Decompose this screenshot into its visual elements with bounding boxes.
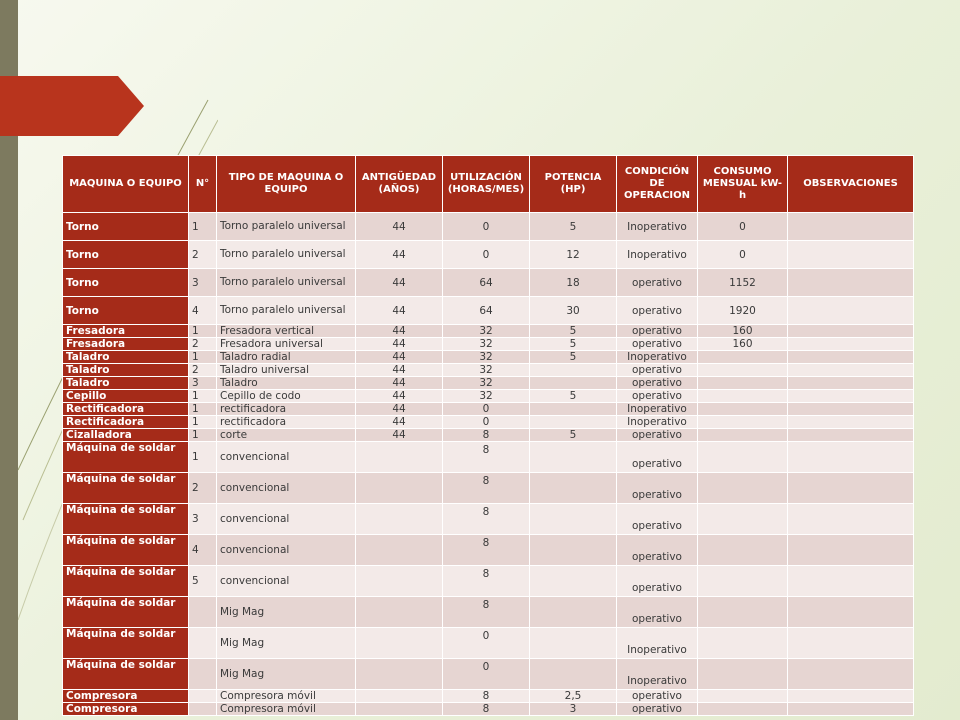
cell-age: 44	[356, 390, 443, 403]
cell-power	[530, 473, 617, 504]
cell-consumption	[698, 403, 788, 416]
cell-power	[530, 403, 617, 416]
cell-condition: operativo	[617, 325, 698, 338]
cell-type: Torno paralelo universal	[217, 297, 356, 325]
cell-condition: operativo	[617, 597, 698, 628]
cell-power: 5	[530, 213, 617, 241]
cell-condition: Inoperativo	[617, 659, 698, 690]
cell-observations	[788, 213, 914, 241]
cell-type: Torno paralelo universal	[217, 269, 356, 297]
cell-condition: operativo	[617, 269, 698, 297]
cell-type: Cepillo de codo	[217, 390, 356, 403]
cell-number: 2	[189, 364, 217, 377]
cell-machine: Torno	[63, 241, 189, 269]
cell-machine: Máquina de soldar	[63, 442, 189, 473]
cell-number	[189, 659, 217, 690]
cell-type: Compresora móvil	[217, 690, 356, 703]
equipment-table	[62, 155, 914, 716]
table-row	[63, 429, 914, 442]
cell-usage: 8	[443, 504, 530, 535]
cell-power	[530, 377, 617, 390]
cell-condition: Inoperativo	[617, 403, 698, 416]
cell-observations	[788, 377, 914, 390]
cell-type: convencional	[217, 504, 356, 535]
cell-observations	[788, 659, 914, 690]
cell-age: 44	[356, 297, 443, 325]
cell-type: convencional	[217, 566, 356, 597]
cell-observations	[788, 597, 914, 628]
cell-usage: 32	[443, 325, 530, 338]
cell-machine: Máquina de soldar	[63, 628, 189, 659]
cell-type: Torno paralelo universal	[217, 213, 356, 241]
cell-age: 44	[356, 213, 443, 241]
cell-machine: Compresora	[63, 690, 189, 703]
cell-consumption	[698, 659, 788, 690]
cell-observations	[788, 442, 914, 473]
column-header: ANTIGÜEDAD (AÑOS)	[356, 156, 443, 213]
cell-age: 44	[356, 338, 443, 351]
table-row	[63, 213, 914, 241]
table-row	[63, 535, 914, 566]
cell-age	[356, 597, 443, 628]
cell-condition: operativo	[617, 442, 698, 473]
table-row	[63, 297, 914, 325]
cell-machine: Máquina de soldar	[63, 597, 189, 628]
cell-number: 1	[189, 403, 217, 416]
cell-usage: 64	[443, 297, 530, 325]
cell-condition: operativo	[617, 364, 698, 377]
cell-power: 18	[530, 269, 617, 297]
cell-observations	[788, 429, 914, 442]
cell-condition: operativo	[617, 566, 698, 597]
column-header: N°	[189, 156, 217, 213]
cell-usage: 32	[443, 377, 530, 390]
cell-condition: operativo	[617, 535, 698, 566]
table-row	[63, 416, 914, 429]
cell-age	[356, 442, 443, 473]
cell-observations	[788, 325, 914, 338]
cell-power: 30	[530, 297, 617, 325]
cell-usage: 8	[443, 473, 530, 504]
cell-type: Compresora móvil	[217, 703, 356, 716]
cell-condition: operativo	[617, 690, 698, 703]
table-body	[63, 213, 914, 716]
cell-number: 1	[189, 325, 217, 338]
table-row	[63, 241, 914, 269]
cell-condition: Inoperativo	[617, 628, 698, 659]
cell-machine: Rectificadora	[63, 416, 189, 429]
cell-power	[530, 535, 617, 566]
cell-observations	[788, 690, 914, 703]
table-row	[63, 351, 914, 364]
cell-number: 2	[189, 241, 217, 269]
cell-machine: Máquina de soldar	[63, 566, 189, 597]
cell-machine: Máquina de soldar	[63, 504, 189, 535]
cell-age: 44	[356, 351, 443, 364]
column-header: POTENCIA (HP)	[530, 156, 617, 213]
table-row	[63, 566, 914, 597]
cell-number: 2	[189, 338, 217, 351]
cell-consumption: 1920	[698, 297, 788, 325]
cell-number: 4	[189, 297, 217, 325]
cell-type: convencional	[217, 473, 356, 504]
column-header: OBSERVACIONES	[788, 156, 914, 213]
cell-power: 12	[530, 241, 617, 269]
cell-usage: 32	[443, 364, 530, 377]
cell-consumption: 1152	[698, 269, 788, 297]
cell-power	[530, 416, 617, 429]
cell-usage: 8	[443, 535, 530, 566]
cell-machine: Taladro	[63, 364, 189, 377]
cell-consumption	[698, 390, 788, 403]
cell-machine: Fresadora	[63, 325, 189, 338]
table-row	[63, 403, 914, 416]
cell-power: 5	[530, 338, 617, 351]
table-row	[63, 504, 914, 535]
cell-observations	[788, 338, 914, 351]
cell-machine: Taladro	[63, 351, 189, 364]
cell-consumption	[698, 364, 788, 377]
cell-consumption: 0	[698, 241, 788, 269]
cell-power	[530, 364, 617, 377]
cell-number	[189, 690, 217, 703]
cell-power: 2,5	[530, 690, 617, 703]
cell-power: 5	[530, 390, 617, 403]
table-row	[63, 628, 914, 659]
cell-consumption	[698, 442, 788, 473]
cell-condition: operativo	[617, 338, 698, 351]
column-header: MAQUINA O EQUIPO	[63, 156, 189, 213]
cell-age	[356, 566, 443, 597]
cell-condition: operativo	[617, 390, 698, 403]
cell-consumption	[698, 535, 788, 566]
cell-usage: 0	[443, 213, 530, 241]
cell-number: 1	[189, 351, 217, 364]
cell-machine: Máquina de soldar	[63, 659, 189, 690]
cell-observations	[788, 364, 914, 377]
column-header: CONDICIÓN DE OPERACION	[617, 156, 698, 213]
cell-condition: Inoperativo	[617, 213, 698, 241]
table-row	[63, 473, 914, 504]
cell-machine: Cizalladora	[63, 429, 189, 442]
cell-power: 5	[530, 351, 617, 364]
cell-number: 3	[189, 377, 217, 390]
cell-usage: 0	[443, 659, 530, 690]
column-header: CONSUMO MENSUAL kW-h	[698, 156, 788, 213]
cell-number: 1	[189, 416, 217, 429]
cell-age	[356, 628, 443, 659]
table-row	[63, 442, 914, 473]
cell-age: 44	[356, 429, 443, 442]
cell-machine: Taladro	[63, 377, 189, 390]
cell-usage: 32	[443, 390, 530, 403]
cell-number: 1	[189, 429, 217, 442]
cell-power	[530, 566, 617, 597]
cell-observations	[788, 416, 914, 429]
table-row	[63, 659, 914, 690]
cell-usage: 8	[443, 597, 530, 628]
cell-type: Taladro radial	[217, 351, 356, 364]
table-row	[63, 390, 914, 403]
cell-power	[530, 504, 617, 535]
cell-power	[530, 628, 617, 659]
cell-observations	[788, 566, 914, 597]
cell-consumption	[698, 566, 788, 597]
cell-power: 5	[530, 429, 617, 442]
cell-condition: Inoperativo	[617, 351, 698, 364]
cell-age	[356, 659, 443, 690]
cell-power: 5	[530, 325, 617, 338]
cell-machine: Máquina de soldar	[63, 535, 189, 566]
cell-consumption	[698, 628, 788, 659]
cell-condition: Inoperativo	[617, 241, 698, 269]
cell-number: 3	[189, 269, 217, 297]
table-row	[63, 364, 914, 377]
red-arrow-banner-icon	[0, 76, 144, 136]
cell-machine: Torno	[63, 269, 189, 297]
cell-observations	[788, 241, 914, 269]
cell-number: 1	[189, 213, 217, 241]
column-header: UTILIZACIÓN (HORAS/MES)	[443, 156, 530, 213]
cell-type: Fresadora universal	[217, 338, 356, 351]
cell-consumption	[698, 703, 788, 716]
cell-observations	[788, 504, 914, 535]
cell-usage: 0	[443, 416, 530, 429]
cell-condition: operativo	[617, 473, 698, 504]
cell-observations	[788, 628, 914, 659]
cell-machine: Fresadora	[63, 338, 189, 351]
cell-number: 2	[189, 473, 217, 504]
cell-age: 44	[356, 377, 443, 390]
cell-number: 1	[189, 442, 217, 473]
cell-age: 44	[356, 325, 443, 338]
cell-machine: Máquina de soldar	[63, 473, 189, 504]
cell-type: rectificadora	[217, 416, 356, 429]
cell-type: convencional	[217, 535, 356, 566]
cell-observations	[788, 703, 914, 716]
cell-usage: 8	[443, 690, 530, 703]
cell-machine: Rectificadora	[63, 403, 189, 416]
cell-type: Fresadora vertical	[217, 325, 356, 338]
cell-machine: Cepillo	[63, 390, 189, 403]
table-row	[63, 377, 914, 390]
table-row	[63, 703, 914, 716]
table-row	[63, 325, 914, 338]
cell-observations	[788, 390, 914, 403]
cell-type: Mig Mag	[217, 597, 356, 628]
cell-age	[356, 690, 443, 703]
cell-condition: operativo	[617, 377, 698, 390]
cell-age: 44	[356, 241, 443, 269]
cell-power	[530, 659, 617, 690]
cell-condition: Inoperativo	[617, 416, 698, 429]
table-row	[63, 690, 914, 703]
cell-usage: 0	[443, 403, 530, 416]
cell-type: Torno paralelo universal	[217, 241, 356, 269]
cell-machine: Compresora	[63, 703, 189, 716]
cell-condition: operativo	[617, 297, 698, 325]
cell-usage: 32	[443, 351, 530, 364]
cell-usage: 8	[443, 566, 530, 597]
cell-consumption: 160	[698, 325, 788, 338]
cell-type: Mig Mag	[217, 659, 356, 690]
cell-type: convencional	[217, 442, 356, 473]
cell-number: 3	[189, 504, 217, 535]
cell-consumption	[698, 351, 788, 364]
cell-usage: 32	[443, 338, 530, 351]
cell-consumption: 0	[698, 213, 788, 241]
cell-consumption	[698, 473, 788, 504]
cell-power	[530, 597, 617, 628]
cell-number	[189, 597, 217, 628]
cell-condition: operativo	[617, 504, 698, 535]
cell-age	[356, 504, 443, 535]
table-row	[63, 338, 914, 351]
cell-age	[356, 535, 443, 566]
cell-usage: 0	[443, 628, 530, 659]
cell-observations	[788, 269, 914, 297]
cell-number	[189, 628, 217, 659]
cell-number: 5	[189, 566, 217, 597]
cell-observations	[788, 473, 914, 504]
cell-consumption: 160	[698, 338, 788, 351]
cell-usage: 64	[443, 269, 530, 297]
cell-consumption	[698, 690, 788, 703]
cell-usage: 0	[443, 241, 530, 269]
cell-condition: operativo	[617, 703, 698, 716]
cell-type: Taladro universal	[217, 364, 356, 377]
cell-age: 44	[356, 269, 443, 297]
cell-number: 1	[189, 390, 217, 403]
cell-usage: 8	[443, 429, 530, 442]
cell-machine: Torno	[63, 297, 189, 325]
table-header-row	[63, 156, 914, 213]
cell-consumption	[698, 377, 788, 390]
cell-power	[530, 442, 617, 473]
cell-usage: 8	[443, 442, 530, 473]
cell-type: Taladro	[217, 377, 356, 390]
column-header: TIPO DE MAQUINA O EQUIPO	[217, 156, 356, 213]
cell-observations	[788, 297, 914, 325]
cell-consumption	[698, 416, 788, 429]
cell-type: corte	[217, 429, 356, 442]
table-row	[63, 269, 914, 297]
equipment-table-container	[62, 155, 913, 716]
cell-condition: operativo	[617, 429, 698, 442]
cell-machine: Torno	[63, 213, 189, 241]
cell-number	[189, 703, 217, 716]
cell-power: 3	[530, 703, 617, 716]
cell-consumption	[698, 504, 788, 535]
cell-observations	[788, 351, 914, 364]
cell-age: 44	[356, 403, 443, 416]
cell-age: 44	[356, 416, 443, 429]
cell-usage: 8	[443, 703, 530, 716]
cell-observations	[788, 403, 914, 416]
cell-age: 44	[356, 364, 443, 377]
cell-observations	[788, 535, 914, 566]
cell-number: 4	[189, 535, 217, 566]
cell-type: Mig Mag	[217, 628, 356, 659]
cell-consumption	[698, 429, 788, 442]
cell-consumption	[698, 597, 788, 628]
cell-age	[356, 703, 443, 716]
cell-type: rectificadora	[217, 403, 356, 416]
cell-age	[356, 473, 443, 504]
table-row	[63, 597, 914, 628]
